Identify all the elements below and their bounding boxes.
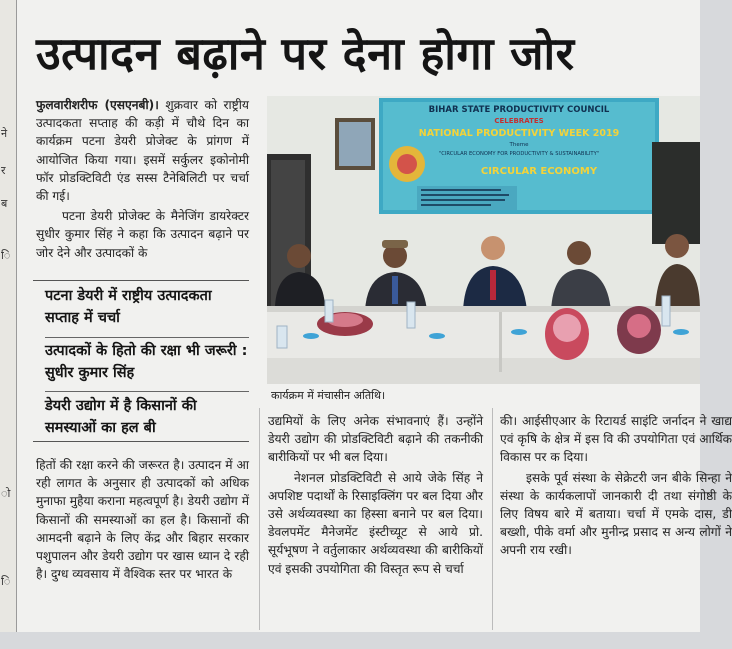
highlight-divider: [45, 337, 249, 338]
column-divider: [259, 408, 260, 630]
highlight-2: उत्पादकों के हितो की रक्षा भी जरूरी : सुधीर कुमार सिंह: [45, 343, 248, 381]
strip-glyph: ो: [1, 487, 11, 500]
banner-event: NATIONAL PRODUCTIVITY WEEK 2019: [418, 128, 620, 139]
page-bottom-margin: [0, 632, 700, 649]
event-photo-drawing: [267, 96, 700, 384]
column-1-continued: हितों की रक्षा करने की जरूरत है। उत्पादन में आ रही लागत के अनुसार ही उत्पादकों को अधिक मुनाफा मुहैया कराना महत्वपूर्ण है। डेयरी उद्योग में किसानों की समस्याओं का हल है। किसानों की आमदनी बढ़ाने के लिए केंद्र और बिहार सरकार पशुपालन और डेयरी उद्योग पर खास ध्यान दे रही है। दुग्ध व्यवसाय में वैश्विक स्तर पर भारत के: [36, 458, 249, 582]
lead-paragraph-2: पटना डेयरी प्रोजेक्ट के मैनेजिंग डायरेक्टर सुधीर कुमार सिंह ने कहा कि उत्पादन बढ़ाने पर जोर देने और उत्पादकों के: [36, 209, 249, 260]
banner-theme-label: Theme: [509, 142, 529, 148]
photo-caption: कार्यक्रम में मंचासीन अतिथि।: [271, 389, 386, 402]
column-divider: [492, 408, 493, 630]
column-3-clip: [500, 412, 732, 630]
column-3: [500, 412, 732, 560]
highlight-divider: [45, 391, 249, 392]
banner-theme: "CIRCULAR ECONOMY FOR PRODUCTIVITY & SUSTAINABILITY": [438, 151, 600, 157]
strip-glyph: र: [1, 164, 6, 177]
headline: उत्पादन बढ़ाने पर देना होगा जोर: [36, 27, 575, 80]
lead-paragraph-1: फुलवारीशरीफ (एसएनबी)। शुक्रवार को राष्ट्रीय उत्पादकता सप्ताह की कड़ी में चौथे दिन का कार्यक्रम पटना डेयरी प्रोजेक्ट के प्रांगण में आयोजित किया गया। इसमें सर्कुलर इकोनोमी फॉर प्रोडक्टिविटी एंड सस्स टैनेबिलिटी पर चर्चा की गई।: [36, 98, 249, 204]
highlight-1: पटना डेयरी में राष्ट्रीय उत्पादकता सप्ताह में चर्चा: [45, 288, 212, 326]
strip-glyph: ब: [1, 197, 8, 210]
column-2-paragraph-2: नेशनल प्रोडक्टिविटी से आये जेके सिंह ने अपशिष्ट पदार्थों के रिसाइक्लिंग पर बल दिया और उसे अर्थव्यवस्था का हिस्सा बनाने पर बल दिया। डेवलपमेंट मैनेजमेंट इंस्टीच्यूट से आये प्रो. सूर्यभूषण ने वर्तुलाकार अर्थव्यवस्था की बारीकियों एवं इसकी उपयोगिता की विस्तृत रूप से चर्चा: [268, 470, 483, 576]
event-photo: [267, 96, 700, 384]
banner-subject: CIRCULAR ECONOMY: [480, 166, 598, 177]
column-2-paragraph-1: उद्यमियों के लिए अनेक संभावनाएं हैं। उन्होंने डेयरी उद्योग की प्रोडक्टिविटी बढ़ाने की तकनीकी बारीकियों पर भी बल दिया।: [268, 414, 483, 465]
column-3-paragraph-1: की। आईसीएआर के रिटायर्ड साइंटि जर्नादन ने खाद्य एवं कृषि के क्षेत्र में इस वि की उपयोगिता एवं आर्थिक विकास पर क दिया।: [500, 414, 732, 465]
column-2: [268, 412, 483, 578]
banner-celebrates: CELEBRATES: [494, 117, 544, 125]
lead-article-column: [36, 96, 249, 262]
strip-glyph: ि: [1, 249, 11, 262]
dateline: फुलवारीशरीफ (एसएनबी)।: [36, 98, 159, 112]
strip-glyph: ने: [1, 127, 8, 140]
column-3-paragraph-2: इसके पूर्व संस्था के सेक्रेटरी जन बीके सिन्हा ने संस्था के कार्यकलापों जानकारी दी तथा संगोष्ठी के लिए विषय बारे में बताया। चर्चा में एमके दास, डी बख्शी, पीके वर्मा और मुनीन्द्र प्रसाद स अन्य लोगों ने अपनी राय रखी।: [500, 470, 732, 558]
strip-glyph: ि: [1, 575, 11, 588]
adjacent-column-edge: [0, 0, 17, 632]
banner-org: BIHAR STATE PRODUCTIVITY COUNCIL: [428, 105, 610, 115]
highlights-box: [33, 280, 249, 442]
highlight-3: डेयरी उद्योग में है किसानों की समस्याओं का हल बी: [45, 398, 197, 436]
